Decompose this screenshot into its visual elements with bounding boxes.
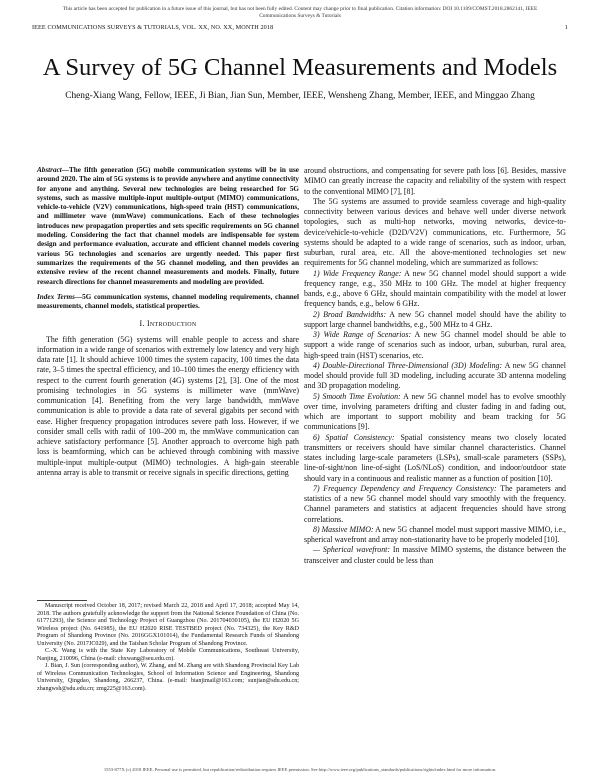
left-column xyxy=(37,166,299,478)
intro-paragraph-1: The fifth generation (5G) systems will enable people to access and share information in a wide range of scenarios with extremely low latency and very high data rate [1]. It should achieve 1000 times the system capacity, 100 times the data rate, 3–5 times the spectral efficiency, and 10–100 times the energy efficiency with respect to the current fourth generation (4G) systems [2], [3]. One of the most promising technologies in 5G systems is millimeter wave (mmWave) communication [4]. Benefiting from the very large bandwidth, mmWave communication is able to provide a data rate of several gigabits per second with ease. Higher frequency propagation introduces severe path loss. However, if we consider small cells with radii of 100–200 m, the mmWave communication can achieve satisfactory performance [5]. Another approach to overcome high path loss is beamforming, which can be achieved through combining with massive multiple-input multiple-output (MIMO) technologies. A high-gain steerable antenna array is able to transmit or receive signals in specific directions, getting xyxy=(37,334,299,477)
requirement-item xyxy=(304,269,566,310)
section-heading-introduction: I. Introduction xyxy=(139,319,197,329)
requirement-heading: — Spherical wavefront: xyxy=(313,545,390,555)
requirement-text: A new 5G channel model should support a wide frequency range, e.g., 350 MHz to 100 GHz. The model at higher frequency bands, e.g., above 6 GHz, should maintain compatibility with the model at lower frequency bands, e.g., below 6 GHz. xyxy=(304,268,566,309)
requirement-heading: 7) Frequency Dependency and Frequency Consistency: xyxy=(313,483,497,493)
paper-title: A Survey of 5G Channel Measurements and Models xyxy=(42,54,558,81)
requirement-item xyxy=(304,361,566,392)
copyright-footer: 1553-877X (c) 2018 IEEE. Personal use is permitted, but republication/redistribution requires IEEE permission. See http://www.ieee.org/publications_standards/publications/rights/index.html for more information. xyxy=(103,767,497,772)
requirement-item xyxy=(304,525,566,546)
requirement-heading: 5) Smooth Time Evolution: xyxy=(313,391,401,401)
requirement-text: A new 5G channel model has to evolve smoothly over time, involving parameters drifting and cluster fading in and fading out, which are important to support mobility and beam tracking for 5G communications [9]. xyxy=(304,391,566,432)
requirement-text: A new 5G channel model should provide full 3D modeling, including accurate 3D antenna modeling and 3D propagation modeling. xyxy=(304,360,567,391)
author-list: Cheng-Xiang Wang, Fellow, IEEE, Ji Bian, Jian Sun, Member, IEEE, Wensheng Zhang, Member, IEEE, and Minggao Zhang xyxy=(65,91,535,101)
requirement-subitem xyxy=(304,545,566,566)
requirement-heading: 4) Double-Directional Three-Dimensional (3D) Modeling: xyxy=(313,360,503,370)
requirement-item xyxy=(304,310,566,331)
requirement-text: In massive MIMO systems, the distance between the transceiver and cluster could be less than xyxy=(304,545,566,565)
requirement-text: A new 5G channel model must support massive MIMO, i.e., spherical wavefront and array non-stationarity have to be properly modeled [10]. xyxy=(304,524,567,544)
requirement-text: Spatial consistency means two closely located transmitters or receivers should have similar channel characteristics. Channel states including large-scale parameters (LSPs), small-scale parameters (SSPs), line-of-sight/non line-of-sight (LoS/NLoS) condition, and indoor/outdoor state should vary in a continuous and realistic manner as a function of position [10]. xyxy=(304,432,566,483)
requirement-heading: 8) Massive MIMO: xyxy=(313,524,374,534)
requirement-heading: 6) Spatial Consistency: xyxy=(313,432,395,442)
journal-name: IEEE COMMUNICATIONS SURVEYS & TUTORIALS, VOL. XX, NO. XX, MONTH 2018 xyxy=(32,24,274,31)
index-terms xyxy=(37,293,299,312)
publication-notice-line2: Communications Surveys & Tutorials xyxy=(259,13,341,20)
footnote-manuscript: Manuscript received October 18, 2017; revised March 22, 2018 and April 17, 2018; accepted May 14, 2018. The authors gratefully acknowledge the support from the National Science Foundation of China (No. 61771293), the Science and Technology Project of Guangzhou (No. 201704030105), the EU H2020 5G Wireless project (No. 641985), the EU H2020 RISE TESTBED project (No. 734325), the Key R&D Program of Shandong Province (No. 2016GGX101014), the Fundamental Research Funds of Shandong University (No. 2017JC029), and the Taishan Scholar Program of Shandong Province. xyxy=(37,603,299,647)
requirement-item xyxy=(304,484,566,525)
requirement-item xyxy=(304,330,566,361)
requirement-heading: 3) Wide Range of Scenarios: xyxy=(313,330,412,339)
abstract-text: —The fifth generation (5G) mobile communication systems will be in use around 2020. The aim of 5G systems is to provide anywhere and anytime connectivity for anyone and anything. Several new technologies are being researched for 5G systems, such as massive multiple-input multiple-output (MIMO) communications, vehicle-to-vehicle (V2V) communications, high-speed train (HST) communications, and millimeter wave (mmWave) communications. Each of these technologies introduces new propagation properties and sets specific requirements on 5G channel modeling. Considering the fact that channel models are indispensable for system design and performance evaluation, accurate and efficient channel models covering various 5G technologies and scenarios are urgently needed. This paper first summarizes the requirements of the 5G channel modeling, and then provides an extensive review of the recent channel measurements and models. Finally, future research directions for channel measurements and modeling are provided. xyxy=(37,166,299,286)
index-terms-text: —5G communication systems, channel modeling requirements, channel measurements, channel models, statistical properties. xyxy=(37,292,299,311)
requirement-text: A new 5G channel model should have the ability to support large channel bandwidths, e.g., 500 MHz to 4 GHz. xyxy=(304,309,566,329)
requirement-item xyxy=(304,392,566,433)
requirement-heading: 1) Wide Frequency Range: xyxy=(313,268,402,278)
intro-continuation: around obstructions, and compensating for severe path loss [6]. Besides, massive MIMO can greatly increase the capacity and reliability of the system with respect to the conventional MIMO [7], [8]. xyxy=(304,166,566,196)
abstract-label: Abstract xyxy=(37,166,62,174)
requirement-text: A new 5G channel model should be able to support a wide range of scenarios such as indoor, urban, suburban, rural area, high-speed train (HST) scenarios, etc. xyxy=(304,330,566,360)
page-number: 1 xyxy=(564,24,568,31)
publication-notice xyxy=(0,6,600,20)
requirement-heading: 2) Broad Bandwidths: xyxy=(313,309,387,319)
publication-notice-line1: This article has been accepted for publication in a future issue of this journal, but has not been fully edited. Content may change prior to final publication. Citation information: DOI 10.1109/COMST.2018.2862141, IEEE xyxy=(62,6,538,12)
abstract xyxy=(37,166,299,287)
intro-paragraph-2: The 5G systems are assumed to provide seamless coverage and high-quality connectivity between various devices and behave well under diverse network topologies, such as multi-hop networks, moving networks, device-to-device/vehicle-to-vehicle (D2D/V2V) communications, etc. Furthermore, 5G systems should be adapted to a wide range of scenarios, such as indoor, urban, suburban, rural area, etc. All the above-mentioned technologies set new requirements for 5G channel modeling, which are summarized as follows: xyxy=(304,196,566,268)
running-header xyxy=(32,24,568,31)
footnotes xyxy=(37,603,299,694)
requirement-item xyxy=(304,433,566,484)
footnote-affiliation-1: C.-X. Wang is with the State Key Laboratory of Mobile Communications, Southeast University, Nanjing, 210096, China (e-mail: chxwang@seu.edu.cn). xyxy=(37,648,299,662)
index-terms-label: Index Terms xyxy=(37,292,75,301)
footnote-rule xyxy=(37,600,87,601)
requirement-text: The parameters and statistics of a new 5G channel model should vary smoothly with the frequency. Channel parameters and statistics at adjacent frequencies should have strong correlations. xyxy=(304,483,566,524)
footnote-affiliation-2: J. Bian, J. Sun (corresponding author), W. Zhang, and M. Zhang are with Shandong Provincial Key Lab of Wireless Communication Technologies, School of Information Science and Engineering, Shandong University, Qingdao, Shandong, 266237, China. (e-mail: bianjimail@163.com; sunjian@sdu.edu.cn; zhangwsh@sdu.edu.cn; zmg225@163.com). xyxy=(37,663,299,693)
right-column xyxy=(304,166,566,566)
